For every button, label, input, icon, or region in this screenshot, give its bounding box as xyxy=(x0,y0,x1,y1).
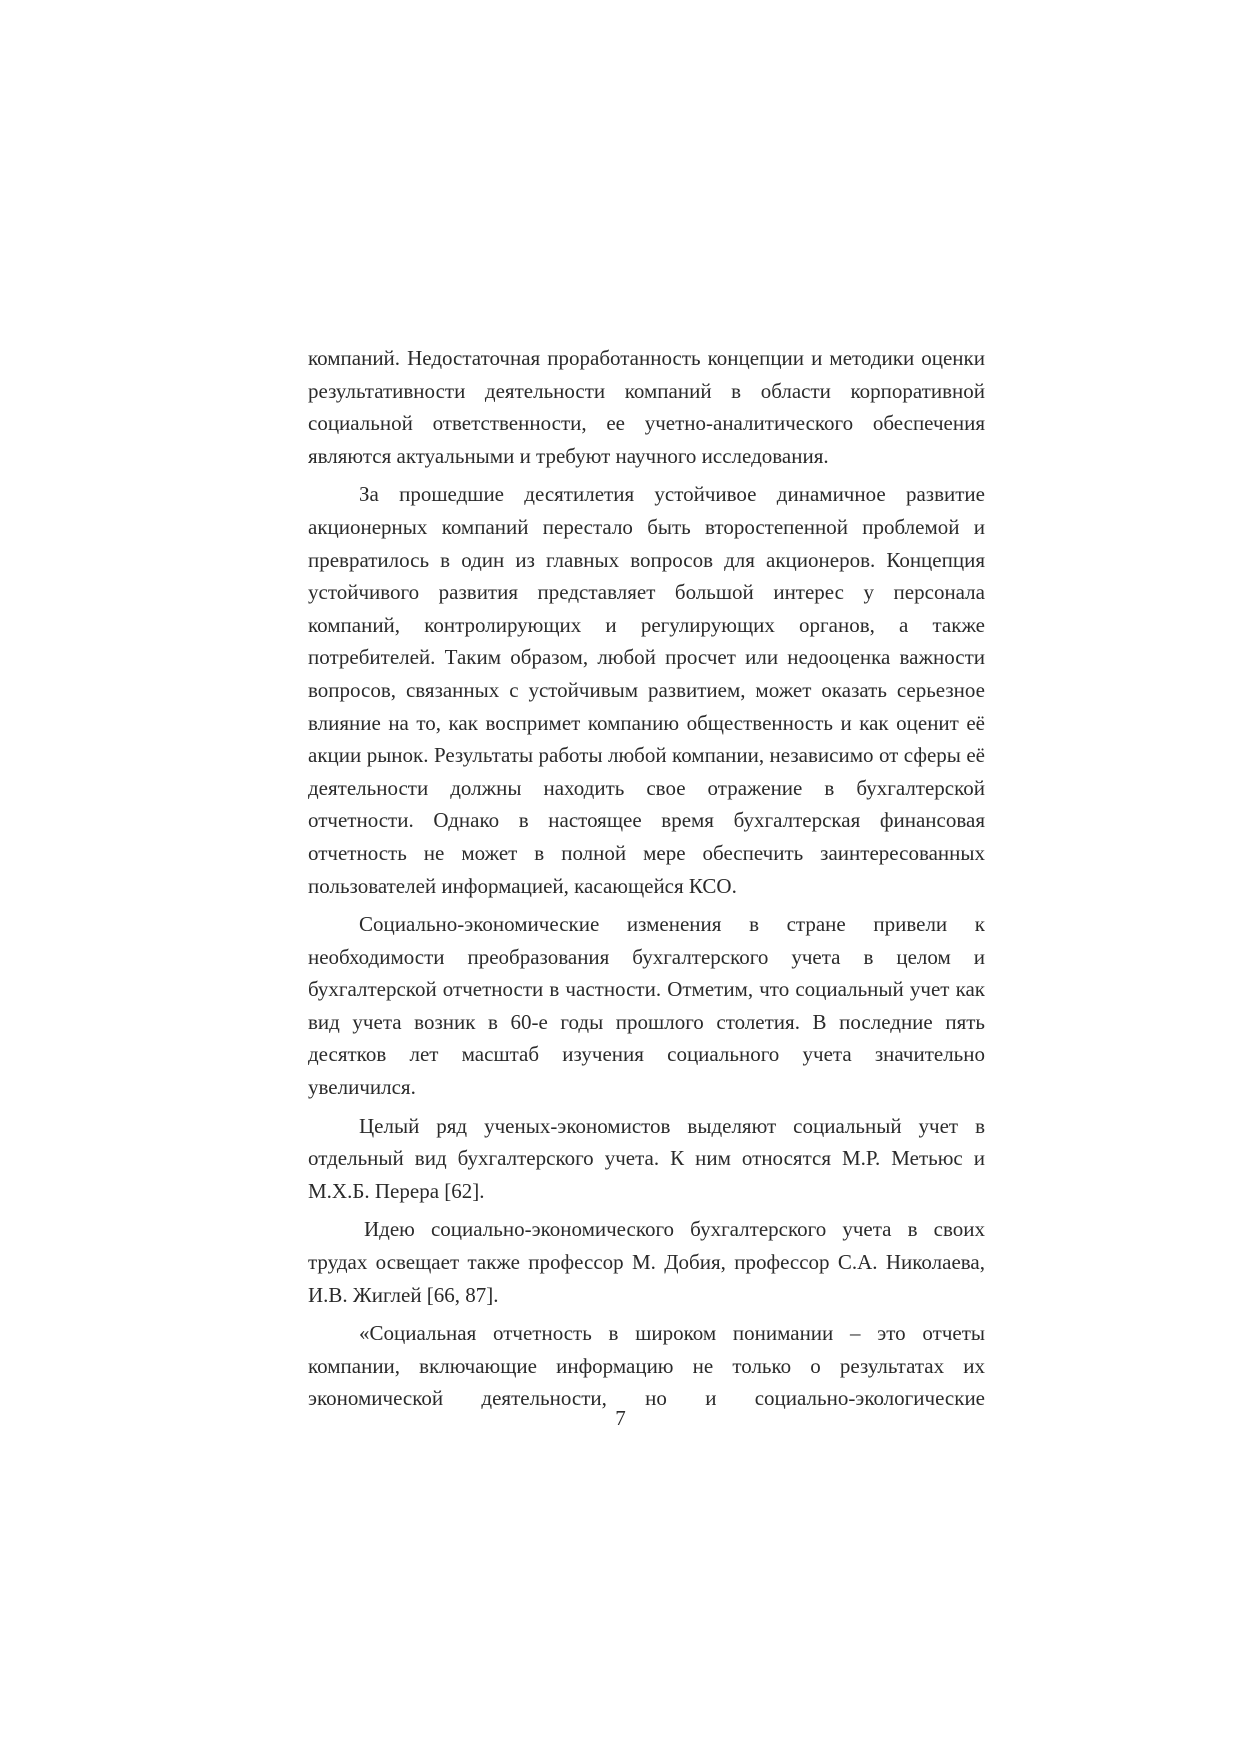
paragraph-economists: Целый ряд ученых-экономистов выделяют социальный учет в отдельный вид бухгалтерского учета. К ним относятся М.Р. Метьюс и М.Х.Б. Перера [62]. xyxy=(308,1113,985,1203)
body-text xyxy=(308,342,985,1421)
paragraph-socio-economic-accounting: Идею социально-экономического бухгалтерского учета в своих трудах освещает также профессор М. Добия, профессор С.А. Николаева, И.В. Жиглей [66, 87]. xyxy=(308,1217,985,1307)
page-number: 7 xyxy=(615,1406,626,1430)
paragraph-social-reporting-quote: «Социальная отчетность в широком понимании – это отчеты компании, включающие информацию не только о результатах их экономической деятельности, но и социально-экологические xyxy=(308,1321,985,1411)
paragraph-social-accounting-history: Социально-экономические изменения в стране привели к необходимости преобразования бухгалтерского учета в целом и бухгалтерской отчетности в частности. Отметим, что социальный учет как вид учета возник в 60-е годы прошлого столетия. В последние пять десятков лет масштаб изучения социального учета значительно увеличился. xyxy=(308,912,985,1100)
paragraph-sustainable-development: За прошедшие десятилетия устойчивое динамичное развитие акционерных компаний перестало быть второстепенной проблемой и превратилось в один из главных вопросов для акционеров. Концепция устойчивого развития представляет большой интерес у персонала компаний, контролирующих и регулирующих органов, а также потребителей. Таким образом, любой просчет или недооценка важности вопросов, связанных с устойчивым развитием, может оказать серьезное влияние на то, как воспримет компанию общественность и как оценит её акции рынок. Результаты работы любой компании, независимо от сферы её деятельности должны находить свое отражение в бухгалтерской отчетности. Однако в настоящее время бухгалтерская финансовая отчетность не может в полной мере обеспечить заинтересованных пользователей информацией, касающейся КСО. xyxy=(308,482,985,898)
paragraph-continuation: компаний. Недостаточная проработанность концепции и методики оценки результативности деятельности компаний в области корпоративной социальной ответственности, ее учетно-аналитического обеспечения являются актуальными и требуют научного исследования. xyxy=(308,346,985,468)
